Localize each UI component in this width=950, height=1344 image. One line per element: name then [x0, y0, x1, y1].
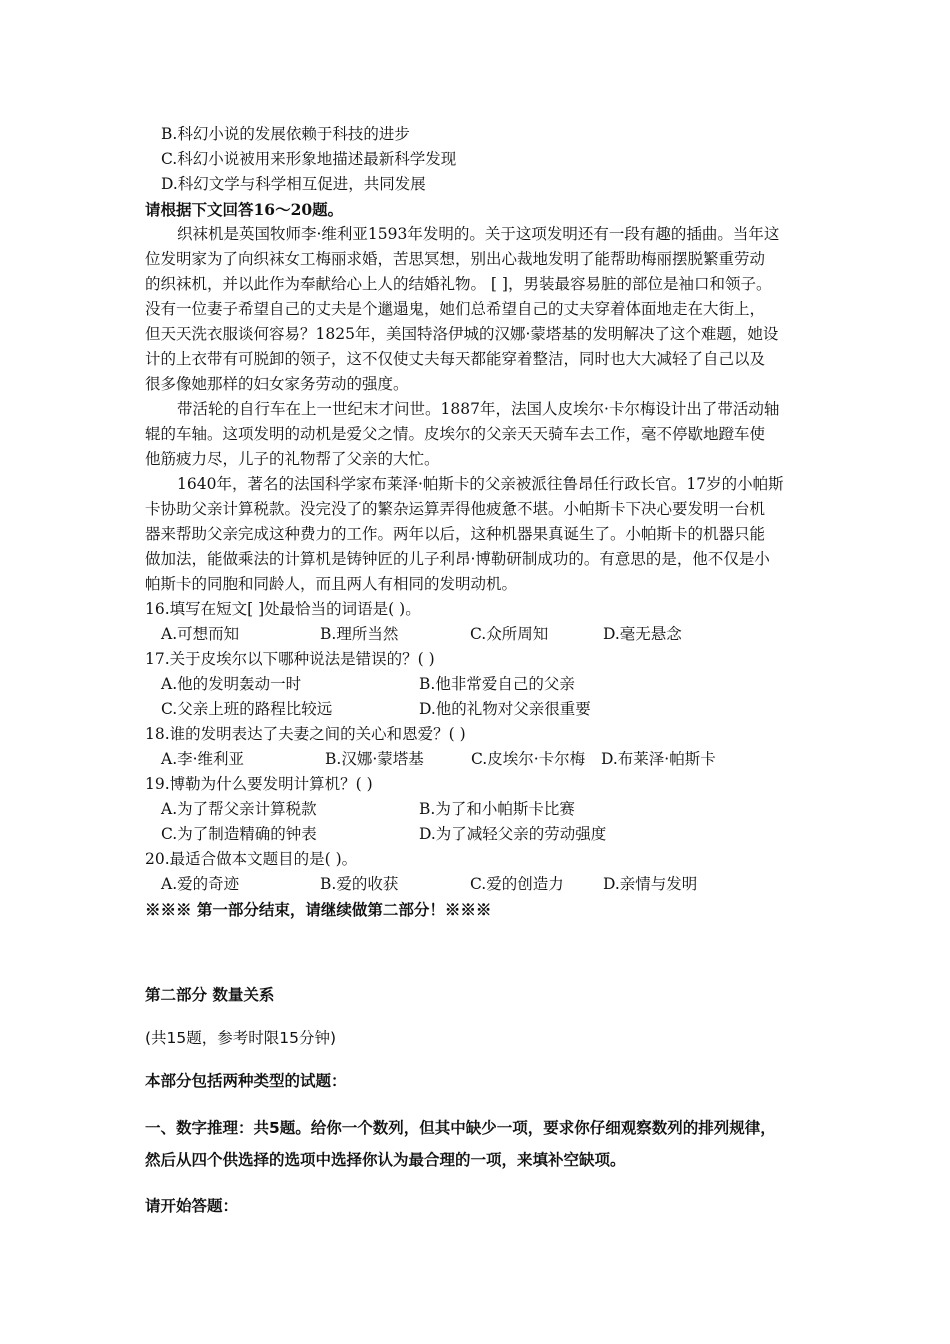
passage-line: 计的上衣带有可脱卸的领子，这不仅使丈夫每天都能穿着整洁，同时也大大减轻了自己以及: [145, 350, 766, 368]
option-b: B.他非常爱自己的父亲: [419, 675, 575, 693]
part2-type1-line1: 一、数字推理：共5题。给你一个数列，但其中缺少一项，要求你仔细观察数列的排列规律，: [145, 1119, 776, 1137]
part1-end-notice: ※※※ 第一部分结束，请继续做第二部分！※※※: [145, 900, 492, 919]
option-a: A.李·维利亚: [161, 750, 245, 768]
option-d: D.毫无悬念: [603, 625, 682, 643]
option-b: B.为了和小帕斯卡比赛: [419, 800, 575, 818]
passage-line: 带活轮的自行车在上一世纪末才问世。1887年，法国人皮埃尔·卡尔梅设计出了带活动轴: [177, 400, 780, 418]
passage-line: 很多像她那样的妇女家务劳动的强度。: [145, 375, 409, 393]
question-16-stem: 16.填写在短文[ ]处最恰当的词语是( )。: [145, 600, 421, 618]
question-20-options: [145, 872, 810, 897]
question-18-options: [145, 747, 810, 772]
option-15d: D.科幻文学与科学相互促进，共同发展: [161, 175, 426, 193]
option-a: A.他的发明轰动一时: [161, 675, 302, 693]
question-16-options: [145, 622, 810, 647]
question-19-stem: 19.博勒为什么要发明计算机？( ): [145, 775, 373, 793]
passage-line: 位发明家为了向织袜女工梅丽求婚，苦思冥想，别出心裁地发明了能帮助梅丽摆脱繁重劳动: [145, 250, 766, 268]
option-c: C.为了制造精确的钟表: [161, 825, 317, 843]
part2-title: 第二部分 数量关系: [145, 986, 275, 1004]
passage-line: 帕斯卡的同胞和同龄人，而且两人有相同的发明动机。: [145, 575, 518, 593]
option-c: C.皮埃尔·卡尔梅: [471, 750, 586, 768]
passage-line: 没有一位妻子希望自己的丈夫是个邋遢鬼，她们总希望自己的丈夫穿着体面地走在大街上，: [145, 300, 766, 318]
passage-line: 但天天洗衣服谈何容易？1825年，美国特洛伊城的汉娜·蒙塔基的发明解决了这个难题，她设: [145, 325, 779, 343]
option-d: D.布莱泽·帕斯卡: [601, 750, 716, 768]
passage-line: 的织袜机，并以此作为奉献给心上人的结婚礼物。 [ ]，男装最容易脏的部位是袖口和领子。: [145, 275, 772, 293]
option-15c: C.科幻小说被用来形象地描述最新科学发现: [161, 150, 457, 168]
question-19-options-row2: [145, 822, 810, 847]
passage-line: 器来帮助父亲完成这种费力的工作。两年以后，这种机器果真诞生了。小帕斯卡的机器只能: [145, 525, 766, 543]
question-17-stem: 17.关于皮埃尔以下哪种说法是错误的？( ): [145, 650, 435, 668]
option-b: B.汉娜·蒙塔基: [325, 750, 424, 768]
question-19-options-row1: [145, 797, 810, 822]
option-b: B.理所当然: [320, 625, 399, 643]
part2-type1-line2: 然后从四个供选择的选项中选择你认为最合理的一项，来填补空缺项。: [145, 1151, 626, 1169]
option-d: D.为了减轻父亲的劳动强度: [419, 825, 607, 843]
option-15b: B.科幻小说的发展依赖于科技的进步: [161, 125, 410, 143]
passage-paragraph-2: [145, 397, 810, 472]
option-a: A.为了帮父亲计算税款: [161, 800, 317, 818]
option-b: B.爱的收获: [320, 875, 399, 893]
part2-time: (共15题，参考时限15分钟): [145, 1029, 337, 1047]
passage-intro: 请根据下文回答16～20题。: [145, 200, 344, 219]
exam-page: [145, 122, 810, 1219]
passage-line: 1640年，著名的法国科学家布莱泽·帕斯卡的父亲被派往鲁昂任行政长官。17岁的小帕斯: [177, 475, 784, 493]
passage-line: 织袜机是英国牧师李·维利亚1593年发明的。关于这项发明还有一段有趣的插曲。当年这: [177, 225, 780, 243]
option-c: C.众所周知: [470, 625, 549, 643]
question-17-options-row1: [145, 672, 810, 697]
part2-start: 请开始答题：: [145, 1197, 239, 1215]
option-a: A.可想而知: [161, 625, 240, 643]
question-17-options-row2: [145, 697, 810, 722]
passage-line: 做加法，能做乘法的计算机是铸钟匠的儿子利昂·博勒研制成功的。有意思的是，他不仅是小: [145, 550, 770, 568]
passage-line: 卡协助父亲计算税款。没完没了的繁杂运算弄得他疲惫不堪。小帕斯卡下决心要发明一台机: [145, 500, 766, 518]
question-18-stem: 18.谁的发明表达了夫妻之间的关心和恩爱？( ): [145, 725, 466, 743]
option-c: C.爱的创造力: [470, 875, 564, 893]
passage-line: 他筋疲力尽，儿子的礼物帮了父亲的大忙。: [145, 450, 440, 468]
option-d: D.亲情与发明: [603, 875, 698, 893]
option-d: D.他的礼物对父亲很重要: [419, 700, 591, 718]
option-a: A.爱的奇迹: [161, 875, 240, 893]
passage-line: 辊的车轴。这项发明的动机是爱父之情。皮埃尔的父亲天天骑车去工作，毫不停歇地蹬车使: [145, 425, 766, 443]
passage-paragraph-1: [145, 222, 810, 397]
passage-paragraph-3: [145, 472, 810, 597]
option-c: C.父亲上班的路程比较远: [161, 700, 333, 718]
question-20-stem: 20.最适合做本文题目的是( )。: [145, 850, 358, 868]
part2-intro: 本部分包括两种类型的试题：: [145, 1072, 347, 1090]
